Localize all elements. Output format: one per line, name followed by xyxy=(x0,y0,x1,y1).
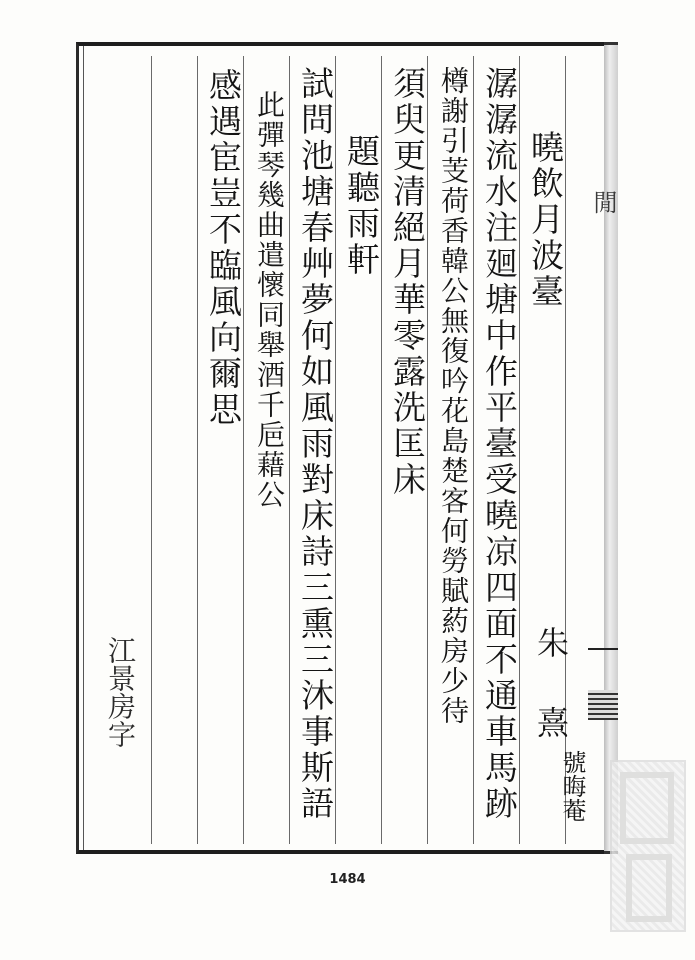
column-rule xyxy=(243,56,244,844)
column-rule xyxy=(381,56,382,844)
column-rule xyxy=(151,56,152,844)
block-center-strip xyxy=(604,42,618,854)
fishtail-pattern xyxy=(588,690,618,720)
column-rule xyxy=(335,56,336,844)
column-rule xyxy=(427,56,428,844)
poem-title-2: 題聽雨軒 xyxy=(342,134,381,278)
author-tag: 號晦菴 xyxy=(558,750,586,822)
text-column-4: 須臾更清絕月華零露洗匡床 xyxy=(388,66,427,498)
signature: 江景房字 xyxy=(104,636,137,748)
author-given-name: 熹 xyxy=(532,706,570,742)
text-column-3: 樽謝引芰荷香韓公無復吟花島楚客何勞賦葯房少待 xyxy=(437,66,470,726)
text-column-2: 潺潺流水注廻塘中作平臺受曉凉四面不通車馬跡 xyxy=(480,66,519,822)
text-column-6: 試問池塘春艸夢何如風雨對床詩三熏三沐事斯語 xyxy=(296,66,335,822)
column-rule xyxy=(473,56,474,844)
block-center-title: 閒 xyxy=(589,190,617,216)
fishtail-mark xyxy=(588,648,618,650)
text-column-7: 此彈琴幾曲遣懷同舉酒千巵藉公 xyxy=(253,90,286,510)
page-number: 1484 xyxy=(329,872,366,887)
column-rule xyxy=(519,56,520,844)
column-rule xyxy=(289,56,290,844)
author-surname: 朱 xyxy=(532,626,570,662)
column-rule xyxy=(197,56,198,844)
text-column-8: 感遇宦豈不臨風向爾思 xyxy=(204,68,243,428)
poem-title-1: 曉飲月波臺 xyxy=(526,130,565,310)
library-seal-icon xyxy=(610,760,686,932)
woodblock-frame xyxy=(76,42,604,854)
